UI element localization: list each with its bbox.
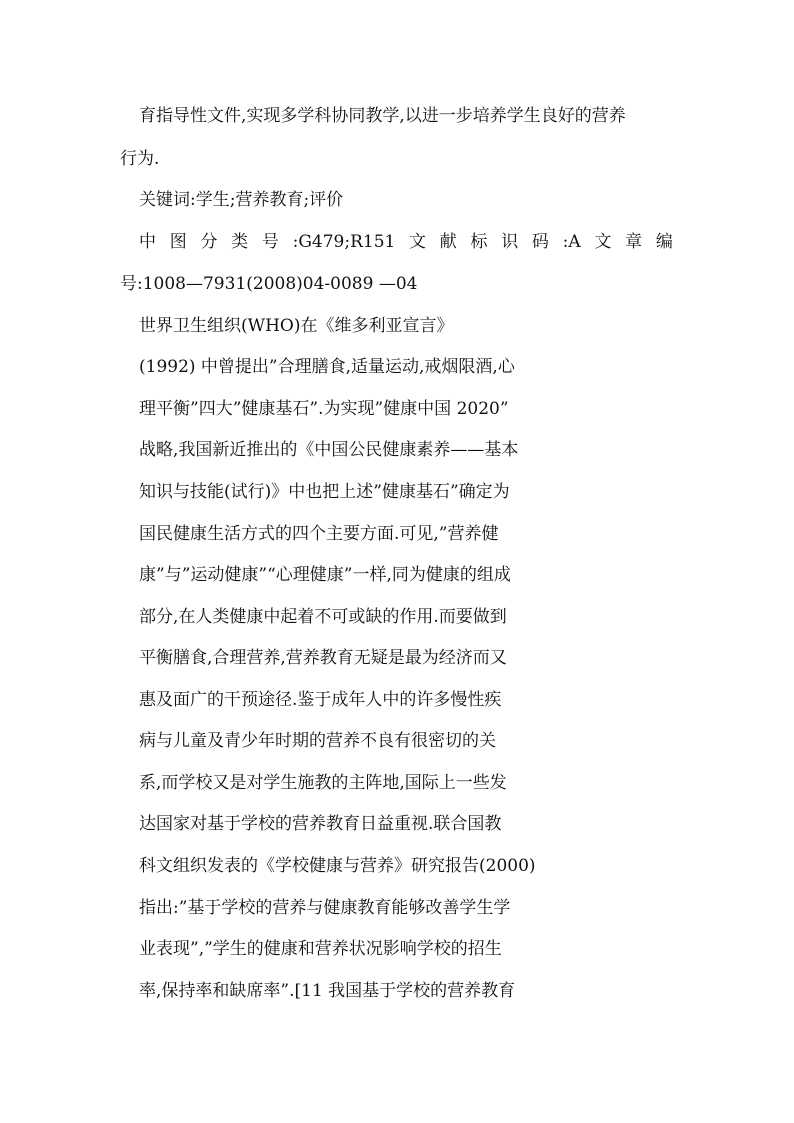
body-line-17: 率,保持率和缺席率”.[11 我国基于学校的营养教育 <box>139 981 516 1001</box>
body-line-7: 康”与”运动健康”“心理健康”一样,同为健康的组成 <box>139 565 511 585</box>
classification-token: 章 <box>625 232 643 252</box>
classification-token: 分 <box>200 232 218 252</box>
body-line-9: 平衡膳食,合理营养,营养教育无疑是最为经济而又 <box>139 648 507 668</box>
body-line-13: 达国家对基于学校的营养教育日益重视.联合国教 <box>139 814 502 834</box>
body-line-16: 业表现”,”学生的健康和营养状况影响学校的招生 <box>139 939 502 959</box>
body-line-6: 国民健康生活方式的四个主要方面.可见,”营养健 <box>139 524 499 544</box>
body-line-8: 部分,在人类健康中起着不可或缺的作用.而要做到 <box>139 607 507 627</box>
body-line-4: 战略,我国新近推出的《中国公民健康素养——基本 <box>139 440 519 460</box>
classification-token: 中 <box>139 232 156 252</box>
body-line-3: 理平衡”四大”健康基石”.为实现”健康中国 2020” <box>139 399 509 419</box>
body-line-2: (1992) 中曾提出”合理膳食,适量运动,戒烟限酒,心 <box>139 357 515 377</box>
body-line-12: 系,而学校又是对学生施教的主阵地,国际上一些发 <box>139 773 507 793</box>
classification-token: 识 <box>501 232 519 252</box>
classification-token: 号 <box>261 232 279 252</box>
classification-token: 图 <box>169 232 187 252</box>
body-line-1: 世界卫生组织(WHO)在《维多利亚宣言》 <box>139 316 454 336</box>
classification-token: 文 <box>409 232 427 252</box>
intro-line-1: 育指导性文件,实现多学科协同教学,以进一步培养学生良好的营养 <box>139 106 626 126</box>
classification-token: 码 <box>531 232 549 252</box>
classification-token: 文 <box>594 232 612 252</box>
keywords-line: 关键词:学生;营养教育;评价 <box>139 190 344 210</box>
classification-token: 献 <box>439 232 457 252</box>
classification-token: 编 <box>655 232 673 252</box>
classification-line <box>139 234 673 251</box>
classification-token: :G479;R151 <box>292 232 396 252</box>
intro-line-2: 行为. <box>120 149 160 169</box>
body-line-5: 知识与技能(试行)》中也把上述”健康基石”确定为 <box>139 482 510 502</box>
classification-token: :A <box>562 232 581 252</box>
body-line-14: 科文组织发表的《学校健康与营养》研究报告(2000) <box>139 856 536 876</box>
classification-token: 类 <box>231 232 249 252</box>
body-line-11: 病与儿童及青少年时期的营养不良有很密切的关 <box>139 731 496 751</box>
body-line-10: 惠及面广的干预途径.鉴于成年人中的许多慢性疾 <box>139 690 502 710</box>
classification-token: 标 <box>470 232 488 252</box>
body-line-15: 指出:”基于学校的营养与健康教育能够改善学生学 <box>139 898 511 918</box>
classification-continuation: 号:1008—7931(2008)04-0089 —04 <box>120 274 418 294</box>
